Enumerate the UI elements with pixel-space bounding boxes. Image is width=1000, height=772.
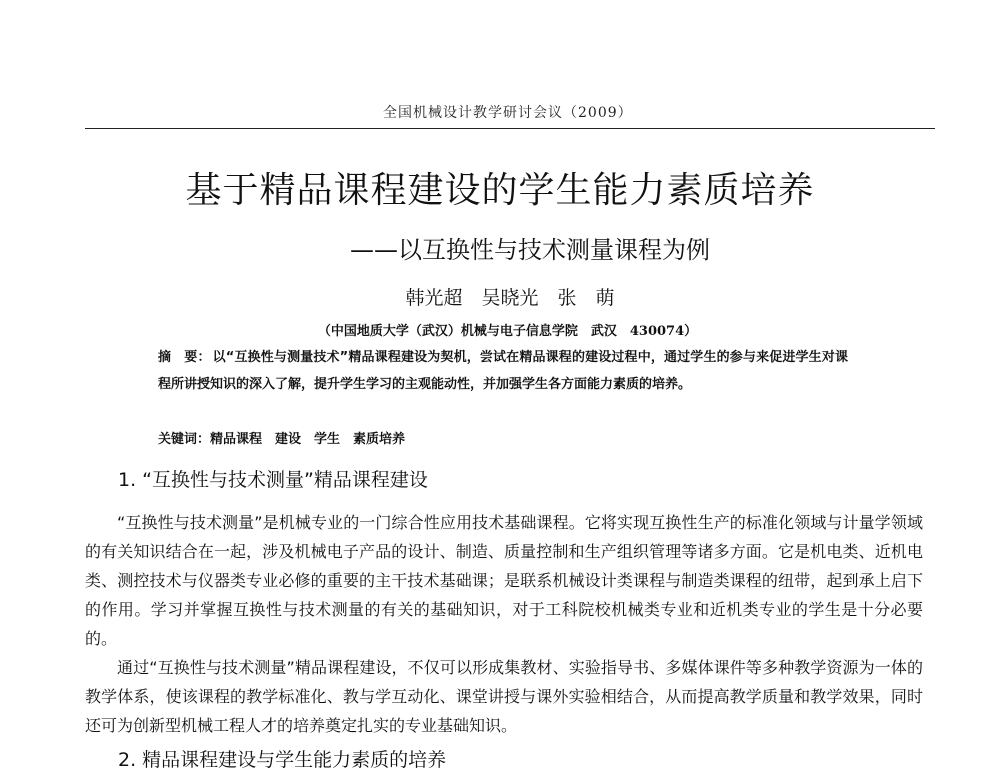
- author-list: 韩光超 吴晓光 张 萌: [405, 287, 615, 309]
- section-1-body: [85, 508, 923, 740]
- keywords-label: 关键词：: [158, 432, 211, 447]
- affiliation: （中国地质大学（武汉）机械与电子信息学院 武汉 430074）: [317, 324, 698, 339]
- section-1-heading: 1. “互换性与技术测量”精品课程建设: [118, 469, 428, 491]
- keywords-text: 精品课程 建设 学生 素质培养: [210, 432, 406, 447]
- section-2-heading: 2. 精品课程建设与学生能力素质的培养: [118, 749, 447, 771]
- abstract-label: 摘 要：: [158, 350, 211, 365]
- abstract: [158, 344, 848, 398]
- paper-title: 基于精品课程建设的学生能力素质培养: [185, 170, 815, 211]
- running-header: 全国机械设计教学研讨会议（2009）: [383, 105, 633, 121]
- paper-subtitle: ——以互换性与技术测量课程为例: [350, 236, 710, 264]
- keywords: [158, 428, 848, 447]
- body-paragraph: 通过“互换性与技术测量”精品课程建设，不仅可以形成集教材、实验指导书、多媒体课件等多种教学资源为一体的教学体系，使该课程的教学标准化、教与学互动化、课堂讲授与课外实验相结合，从而提高教学质量和教学效果，同时还可为创新型机械工程人才的培养奠定扎实的专业基础知识。: [85, 658, 923, 735]
- header-rule: [85, 128, 935, 129]
- abstract-text: 以“互换性与测量技术”精品课程建设为契机，尝试在精品课程的建设过程中，通过学生的参与来促进学生对课程所讲授知识的深入了解，提升学生学习的主观能动性，并加强学生各方面能力素质的培养。: [158, 350, 848, 392]
- body-paragraph: “互换性与技术测量”是机械专业的一门综合性应用技术基础课程。它将实现互换性生产的标准化领域与计量学领域的有关知识结合在一起，涉及机械电子产品的设计、制造、质量控制和生产组织管理等诸多方面。它是机电类、近机电类、测控技术与仪器类专业必修的重要的主干技术基础课；是联系机械设计类课程与制造类课程的纽带，起到承上启下的作用。学习并掌握互换性与技术测量的有关的基础知识，对于工科院校机械类专业和近机类专业的学生是十分必要的。: [85, 513, 923, 648]
